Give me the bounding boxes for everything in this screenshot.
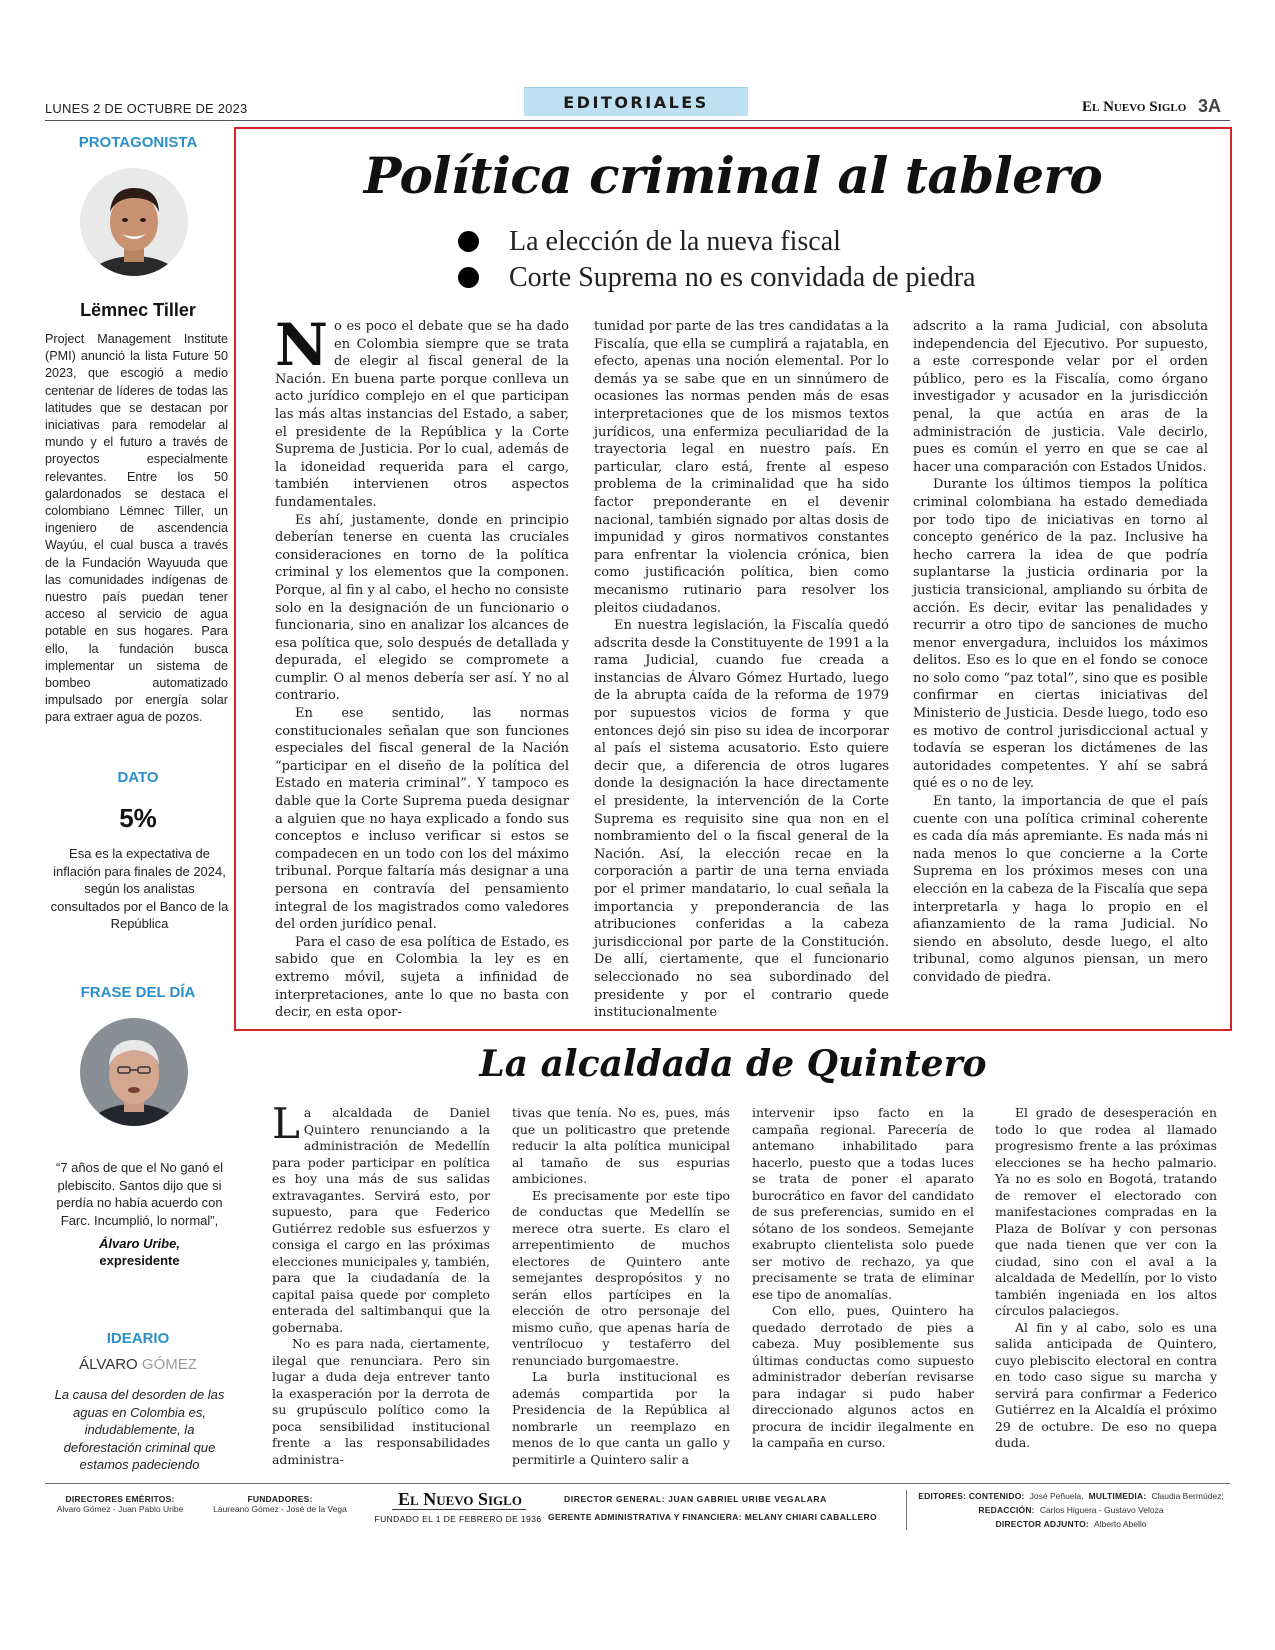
frase-author [48,1235,231,1269]
frase-text: “7 años de que el No ganó el plebiscito. Santos dijo que si perdía no había acuerdo con Farc. Incumplió, lo normal”, [56,1160,223,1228]
frase-heading: FRASE DEL DÍA [80,984,196,1001]
dato-value: 5% [119,803,157,833]
ideario-first-name: ÁLVARO [79,1356,142,1373]
newspaper-brand: El Nuevo Siglo [1082,99,1187,115]
footer-founded: FUNDADO EL 1 DE FEBRERO DE 1936 [374,1514,542,1524]
frase-photo [80,1018,188,1126]
editores-label: EDITORES: CONTENIDO: [918,1491,1025,1501]
redaccion-label: REDACCIÓN: [978,1505,1035,1515]
paragraph: En tanto, la importancia de que el país cuente con una política criminal coherente es cada día más apremiante. Es nada más ni nada menos lo que concierne a la Corte Suprema en los próximos meses con una elección en la cabeza de la Fiscalía que sepa interpretarla y haga lo propio en el afianzamiento de la rama Judicial. No siendo en absoluto, desde luego, el alto tribunal, como algunos piensan, un mero convidado de piedra. [913,794,1208,985]
redaccion-names: Carlos Higuera - Gustavo Veloza [1039,1505,1164,1515]
protagonista-name: Lëmnec Tiller [80,300,196,320]
subtitle-text: La elección de la nueva fiscal [509,226,841,257]
multimedia-label: MULTIMEDIA: [1088,1491,1147,1501]
paragraph: adscrito a la rama Judicial, con absoluta independencia del Ejecutivo. Por supuesto, a este corresponde velar por el orden público, pero es la Fiscalía, como órgano investigador y acusador en la jurisdicción penal, la que actúa en aras de la administración de justicia. Vale decirlo, pues es común el yerro en que se cae al hacer una comparación con Estados Unidos. [913,319,1208,475]
adjunto-name: Alberto Abello [1094,1519,1147,1529]
footer-separator [906,1490,907,1530]
dato-heading: DATO [117,769,159,786]
editorial2-column-3 [752,1105,974,1452]
paragraph: Es precisamente por este tipo de conductas que Medellín se merece otra suerte. Es claro el arrepentimiento de muchos electores de Quintero ante semejantes despropósitos y no serán ellos partícipes en la elección de otro personaje del mismo cuño, que apenas haría de ventrílocuo y testaferro del renunciado burgomaestre. [512,1187,730,1368]
editores-contenido: José Peñuela, [1029,1491,1084,1501]
second-editorial-title: La alcaldada de Quintero [479,1043,987,1085]
paragraph: La burla institucional es además compartida por la Presidencia de la República al nombrarle un reemplazo en menos de lo que canta un gallo y permitirle a Quintero salir a [512,1369,730,1467]
paragraph: Con ello, pues, Quintero ha quedado derrotado de pies a cabeza. Muy posiblemente sus últimas conductas como supuesto administrador deberían revisarse para indagar si pudo haber direccionado algunos actos en procura de incidir ilegalmente en la campaña en curso. [752,1303,974,1450]
paragraph: intervenir ipso facto en la campaña regional. Parecería de antemano inhabilitado para hacerlo, puesto que a todas luces se trata de poner el aparato burocrático en favor del candidato de sus preferencias, sumido en el sótano de los sondeos. Semejante exabrupto clientelista solo puede ser motivo de rechazo, ya que precisamente se trata de eliminar ese tipo de anomalías. [752,1105,974,1302]
main-editorial-title: Política criminal al tablero [363,146,1103,205]
ideario-author [48,1356,228,1373]
bullet-dot-icon [458,267,479,288]
footer-rule [45,1483,1230,1484]
section-label: EDITORIALES [563,93,709,112]
subtitle-bullet [458,262,1158,294]
header-rule [45,120,1230,121]
paragraph: No es para nada, ciertamente, ilegal que renunciara. Pero sin lugar a duda deja entrever tanto la exasperación por la derrota de su grupúsculo político como la poca sensibilidad institucional frente a las responsabilidades administra- [272,1336,490,1467]
paragraph: El grado de desesperación en todo lo que rodea al llamado progresismo frente a las próximas elecciones se ha hecho palmario. Ya no es solo en Bogotá, tratando de remover el electorado con manifestaciones compradas en la Plaza de Bolívar y con personas que nada tienen que ver con la ciudad, sino con el aval a la alcaldada de Medellín, por lo visto también ingeniada en los altos círculos palaciegos. [995,1105,1217,1318]
footer-brand-logo: El Nuevo Siglo [398,1489,522,1509]
ideario-last-name: GÓMEZ [141,1356,197,1373]
page-date: LUNES 2 DE OCTUBRE DE 2023 [45,101,248,116]
paragraph: tivas que tenía. No es, pues, más que un politicastro que pretende reducir la alta política municipal al tamaño de sus espurias ambiciones. [512,1105,730,1186]
editorial1-column-2 [594,318,889,1022]
ideario-heading: IDEARIO [106,1330,170,1347]
page-number: 3A [1198,96,1222,116]
editorial1-column-3 [913,318,1208,987]
gerente: GERENTE ADMINISTRATIVA Y FINANCIERA: MELANY CHIARI CABALLERO [548,1512,878,1522]
footer-brand-rule [392,1509,526,1510]
editorial1-column-1 [275,311,569,1022]
paragraph: En nuestra legislación, la Fiscalía quedó adscrita desde la Constituyente de 1991 a la rama Judicial, cuando fue creada a instancias de Álvaro Gómez Hurtado, luego de la abrupta caída de la reforma de 1979 por supuestos vicios de forma y que entonces dejó sin piso su idea de incorporar al país el sistema acusatorio. Esto quiere decir que, a diferencia de otros lugares donde la designación la hace directamente el presidente, la intervención de la Corte Suprema es requisito sine qua non en el nombramiento del o la fiscal general de la Nación. Así, la elección recae en la corporación a partir de una terna enviada por el primer mandatario, lo cual señala la importancia y preponderancia de las atribuciones conferidas a la cabeza jurisdiccional por parte de la Constitución. De allí, ciertamente, que el funcionario seleccionado no sea subordinado del presidente y por el contrario quede institucionalmente [594,618,889,1021]
paragraph: No es poco el debate que se ha dado en Colombia siempre que se trata de elegir al fiscal general de la Nación. En buena parte porque conlleva un acto jurídico complejo en el que participan las más altas instancias del Estado, a saber, el presidente de la República y la Corte Suprema de Justicia. Por lo cual, además de la idoneidad requerida para el cargo, también intervienen otros aspectos fundamentales. [275,311,569,510]
adjunto-label: DIRECTOR ADJUNTO: [995,1519,1089,1529]
paragraph: En ese sentido, las normas constitucionales señalan que son funciones especiales del fiscal general de la Nación “participar en el diseño de la política del Estado en materia criminal”. Y tampoco es dable que la Corte Suprema pueda designar a alguien que no haya explicado a fondo sus conceptos e incluso verificar si estos se compadecen en un todo con los del máximo tribunal. Porque faltaría más designar a una persona en contravía del pensamiento integral de los magistrados como valedores del orden jurídico penal. [275,706,569,933]
subtitle-bullet [458,226,1158,258]
protagonista-heading: PROTAGONISTA [78,134,198,151]
drop-cap: L [272,1099,300,1148]
protagonista-photo [80,168,188,276]
fundadores-label: FUNDADORES: [247,1494,313,1504]
dato-text: Esa es la expectativa de inflación para finales de 2024, según los analistas consultados por el Banco de la República [50,846,229,931]
bullet-dot-icon [458,231,479,252]
subtitle-text: Corte Suprema no es convidada de piedra [509,262,976,293]
paragraph: Al fin y al cabo, solo es una salida anticipada de Quintero, cuyo plebiscito electoral en contra en todo caso sigue su marcha y servirá para confirmar a Federico Gutiérrez en la Alcaldía el próximo 29 de octubre. De eso no quepa duda. [995,1319,1217,1450]
paragraph: tunidad por parte de las tres candidatas a la Fiscalía, que ella se cumplirá a rajatabla, en efecto, apenas una noción elemental. Por lo demás ya se sabe que en un sinnúmero de ocasiones las normas penden más de esas interpretaciones que de los mismos textos jurídicos, una enfermiza peculiaridad de la trayectoria legal en nuestro país. En particular, claro está, frente al espeso problema de la criminalidad que ha sido factor preponderante en el devenir nacional, también signado por altas dosis de impunidad y giros normativos constantes para enfrentar la violencia crónica, bien como justificación política, bien como mecanismo rutinario para resolver los pleitos ciudadanos. [594,319,889,616]
footer-editores [912,1488,1230,1530]
multimedia-name: Claudia Bermúdez; [1151,1491,1224,1501]
paragraph: Para el caso de esa política de Estado, es sabido que en Colombia la ley es en extremo móvil, sujeta a infinidad de interpretaciones, ante lo que no basta con decir, en esta opor- [275,934,569,1021]
editorial2-column-1 [272,1099,490,1468]
frase-author-role: expresidente [99,1253,180,1268]
paragraph: Durante los últimos tiempos la política criminal colombiana ha estado demediada por todo tipo de iniciativas en torno al concepto genérico de la paz. Inclusive ha hecho carrera la idea de que podría suplantarse la justicia ordinaria por la justicia transicional, ampliando su órbita de acción. Es decir, evitar las penalidades y recurrir a otro tipo de sanciones de mucho menor envergadura, incluidos los máximos delitos. Eso es lo que en el fondo se conoce no solo como “paz total”, sino que es posible confirmar en ciertas iniciativas del Ministerio de Justicia. Desde luego, todo eso es motivo de control jurisdiccional actual y todavía se esperan los dictámenes de las autoridades competentes. Y ahí se sabrá qué es o no de ley. [913,477,1208,792]
frase-author-name: Álvaro Uribe, [99,1236,180,1251]
ideario-text: La causa del desorden de las aguas en Colombia es, indudablemente, la deforestación criminal que estamos padeciendo [54,1387,225,1472]
footer-directores [45,1494,195,1514]
footer-fundadores [205,1494,355,1514]
director-general: DIRECTOR GENERAL: JUAN GABRIEL URIBE VEGALARA [564,1494,827,1504]
paragraph: La alcaldada de Daniel Quintero renunciando a la administración de Medellín para poder participar en política es hoy una más de sus salidas extravagantes. Servirá esto, por supuesto, para que Federico Gutiérrez redoble sus esfuerzos y consiga el cargo en las próximas elecciones municipales y, también, para que la ciudadanía de la capital paisa quede por completo enterada del saltimbanqui que la gobernaba. [272,1099,490,1335]
drop-cap: N [275,311,329,379]
section-banner [524,87,748,116]
directores-label: DIRECTORES EMÉRITOS: [65,1494,175,1504]
editorial2-column-4 [995,1105,1217,1452]
fundadores-names: Laureano Gómez - José de la Vega [213,1504,347,1514]
editorial2-column-2 [512,1105,730,1468]
directores-names: Alvaro Gómez - Juan Pablo Uribe [56,1504,184,1514]
paragraph: Es ahí, justamente, donde en principio deberían tenerse en cuenta las cruciales consideraciones en torno de la política criminal y los elementos que la componen. Porque, al fin y al cabo, el hecho no consiste solo en la designación de un funcionario o funcionaria, sino en analizar los alcances de esa política que, solo después de detallada y depurada, el elegido se compromete a cumplir. O al menos debería ser así. Y no al contrario. [275,512,569,704]
protagonista-text: Project Management Institute (PMI) anunció la lista Future 50 2023, que escogió a medio centenar de líderes de todas las latitudes que se destacan por iniciativas para remodelar al mundo y el futuro a través de proyectos especialmente relevantes. Entre los 50 galardonados se destaca el colombiano Lëmnec Tiller, un ingeniero de ascendencia Wayúu, el cual busca a través de la Fundación Wayuuda que las comunidades indígenas de nuestro país puedan tener acceso al servicio de agua potable en sus hogares. Para ello, la fundación busca implementar un sistema de bombeo automatizado impulsado por energía solar para extraer agua de pozos. [45,332,228,725]
